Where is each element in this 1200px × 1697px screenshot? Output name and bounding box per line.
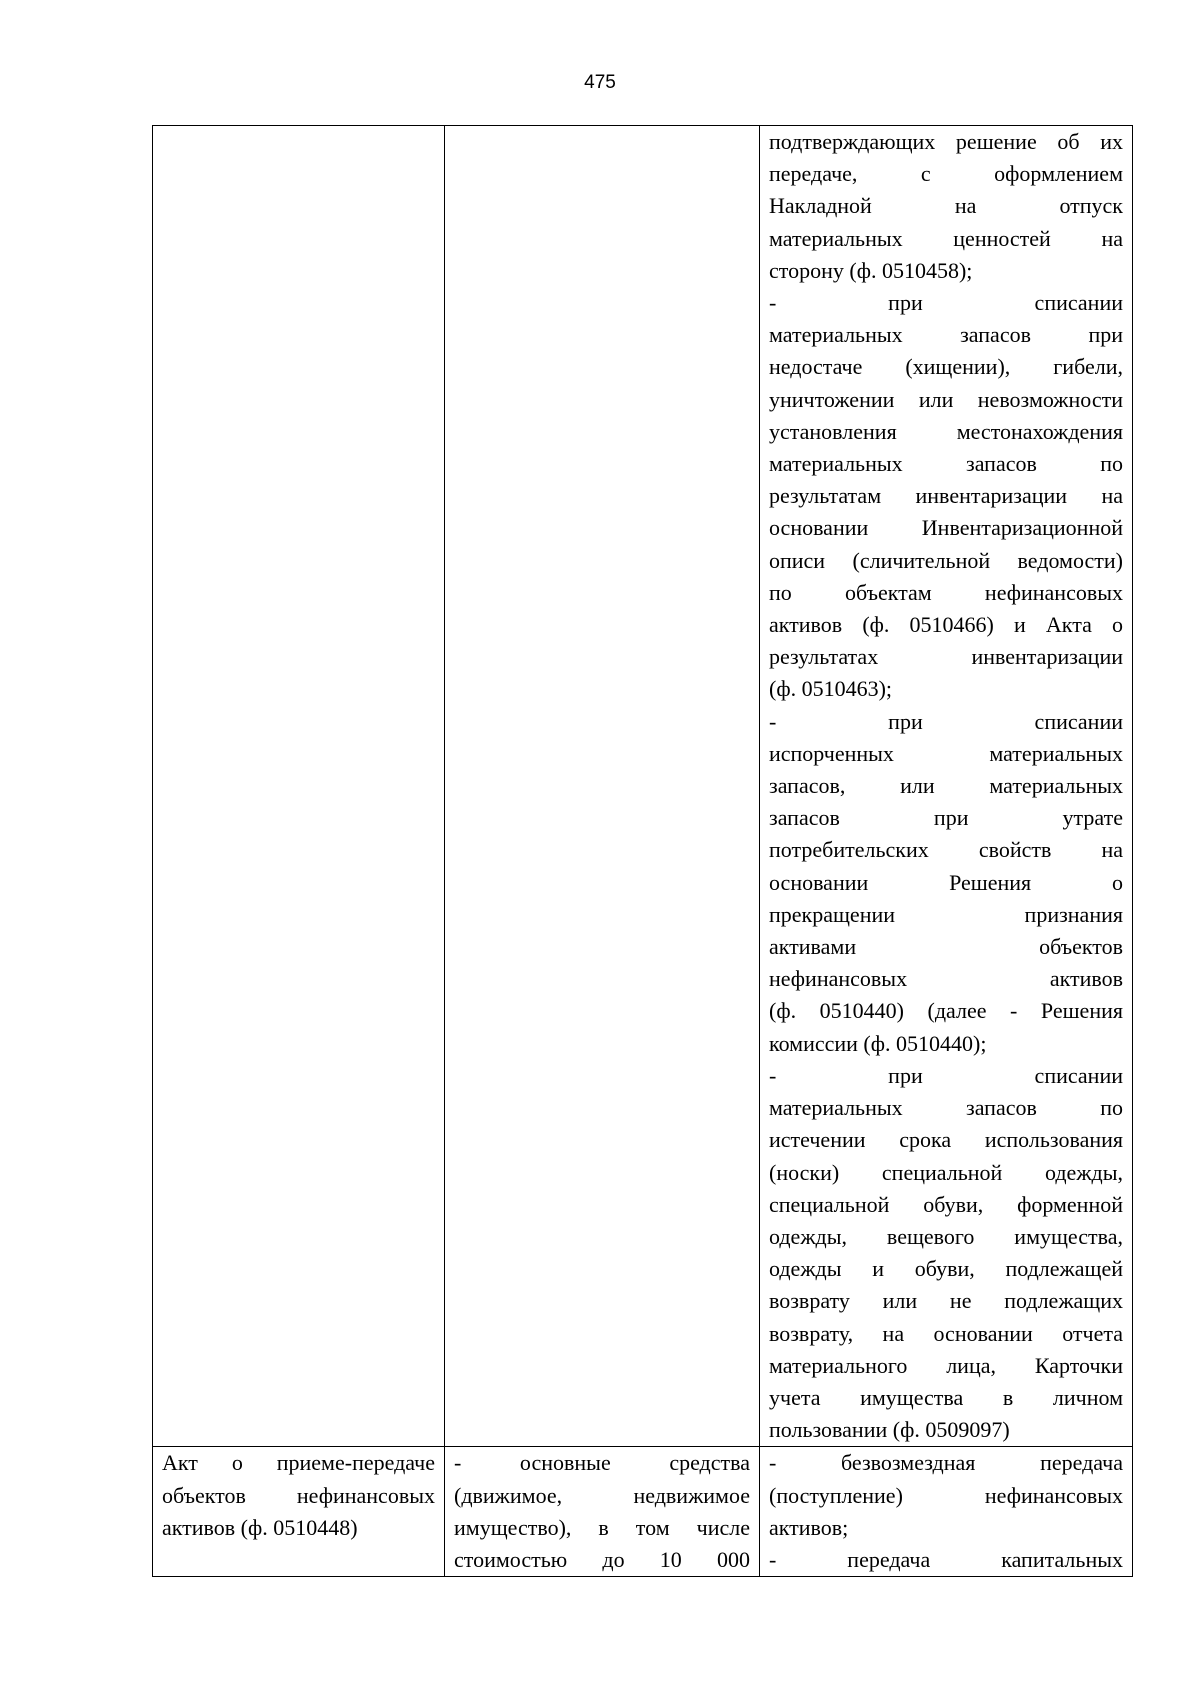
document-table	[152, 125, 1133, 1577]
text-line: объектов нефинансовых	[162, 1482, 435, 1508]
text-line: - при списании	[769, 1062, 1123, 1088]
text-line: истечении срока использования	[769, 1127, 1123, 1153]
text-line: - при списании	[769, 708, 1123, 734]
text-line: материальных ценностей на	[769, 225, 1123, 251]
text-line: активов (ф. 0510466) и Акта о	[769, 612, 1123, 638]
text-line: стоимостью до 10 000	[454, 1546, 750, 1572]
paragraph	[769, 287, 1123, 706]
table-row	[153, 126, 1133, 1447]
text-line: установления местонахождения	[769, 418, 1123, 444]
text-line: потребительских свойств на	[769, 837, 1123, 863]
row1-col3-cell	[760, 126, 1133, 1447]
text-line: (ф. 0510440) (далее - Решения	[769, 998, 1123, 1024]
text-line: одежды, вещевого имущества,	[769, 1223, 1123, 1249]
text-line: учета имущества в личном	[769, 1384, 1123, 1410]
text-line: подтверждающих решение об их	[769, 129, 1123, 154]
text-line: основании Инвентаризационной	[769, 515, 1123, 541]
text-line: нефинансовых активов	[769, 966, 1123, 992]
text-line: активов;	[769, 1514, 849, 1540]
text-line: активами объектов	[769, 934, 1123, 960]
text-line: уничтожении или невозможности	[769, 386, 1123, 412]
paragraph	[769, 1544, 1123, 1576]
row2-col2-cell	[445, 1447, 760, 1577]
text-line: специальной обуви, форменной	[769, 1191, 1123, 1217]
paragraph	[769, 1060, 1123, 1446]
paragraph	[769, 1447, 1123, 1544]
text-line: результатам инвентаризации на	[769, 483, 1123, 509]
text-line: передаче, с оформлением	[769, 161, 1123, 187]
text-line: (носки) специальной одежды,	[769, 1159, 1123, 1185]
text-line: Акт о приеме-передаче	[162, 1450, 435, 1476]
text-line: описи (сличительной ведомости)	[769, 547, 1123, 573]
text-line: сторону (ф. 0510458);	[769, 257, 973, 283]
row2-col3-cell	[760, 1447, 1133, 1577]
text-line: прекращении признания	[769, 901, 1123, 927]
row1-col2-cell	[445, 126, 760, 1447]
text-line: основании Решения о	[769, 869, 1123, 895]
text-line: пользовании (ф. 0509097)	[769, 1417, 1010, 1443]
table-row	[153, 1447, 1133, 1577]
text-line: имущество), в том числе	[454, 1514, 750, 1540]
text-line: активов (ф. 0510448)	[162, 1514, 358, 1540]
paragraph	[769, 126, 1123, 287]
text-line: (поступление) нефинансовых	[769, 1482, 1123, 1508]
text-line: - при списании	[769, 290, 1123, 316]
text-line: одежды и обуви, подлежащей	[769, 1256, 1123, 1282]
text-line: материального лица, Карточки	[769, 1352, 1123, 1378]
text-line: - безвозмездная передача	[769, 1450, 1123, 1476]
text-line: недостаче (хищении), гибели,	[769, 354, 1123, 380]
row2-col1-cell	[153, 1447, 445, 1577]
text-line: результатах инвентаризации	[769, 644, 1123, 670]
paragraph	[769, 706, 1123, 1060]
text-line: материальных запасов по	[769, 1095, 1123, 1121]
text-line: материальных запасов по	[769, 451, 1123, 477]
text-line: возврату, на основании отчета	[769, 1320, 1123, 1346]
text-line: комиссии (ф. 0510440);	[769, 1030, 987, 1056]
text-line: - основные средства	[454, 1450, 750, 1476]
text-line: по объектам нефинансовых	[769, 579, 1123, 605]
page-number: 475	[584, 72, 616, 93]
text-line: запасов, или материальных	[769, 773, 1123, 799]
text-line: испорченных материальных	[769, 740, 1123, 766]
text-line: запасов при утрате	[769, 805, 1123, 831]
text-line: Накладной на отпуск	[769, 193, 1123, 219]
text-line: - передача капитальных	[769, 1546, 1123, 1572]
text-line: (движимое, недвижимое	[454, 1482, 750, 1508]
text-line: (ф. 0510463);	[769, 676, 893, 702]
row1-col1-cell	[153, 126, 445, 1447]
text-line: возврату или не подлежащих	[769, 1288, 1123, 1314]
text-line: материальных запасов при	[769, 322, 1123, 348]
